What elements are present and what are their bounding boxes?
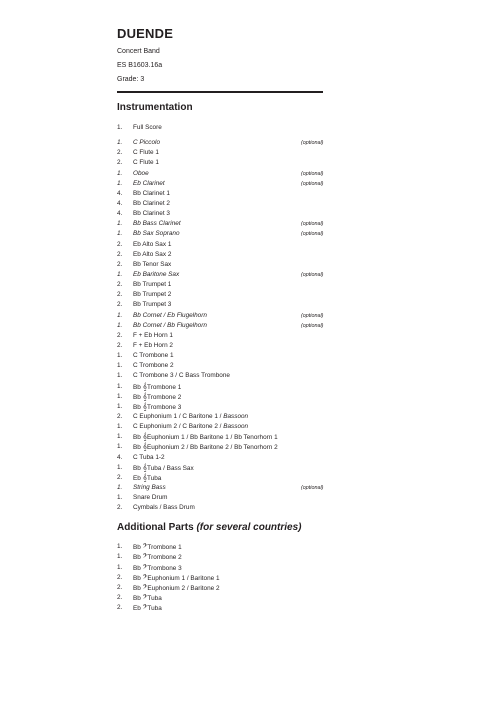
- part-label: C Trombone 1: [133, 352, 174, 360]
- part-label: Bb Clarinet 3: [133, 210, 170, 218]
- part-quantity: 1.: [117, 433, 123, 441]
- part-item: [117, 432, 347, 442]
- part-key: Eb: [133, 605, 143, 613]
- part-key: Bb: [133, 595, 143, 603]
- part-name: [133, 503, 195, 513]
- bass-clef-icon: 𝄢: [142, 552, 148, 562]
- part-label: C Flute 1: [133, 149, 159, 157]
- part-quantity: 2.: [117, 260, 123, 268]
- additional-parts-note: (for several countries): [196, 522, 302, 534]
- part-label: C Euphonium 2 / C Baritone 2 /: [133, 423, 224, 431]
- document-page: [117, 26, 347, 613]
- part-quantity: 2.: [117, 341, 123, 349]
- treble-clef-icon: 𝄞: [142, 432, 148, 442]
- optional-tag: (optional): [301, 221, 324, 228]
- part-label: C Trombone 2: [133, 362, 174, 370]
- part-label: Tuba / Bass Sax: [147, 464, 194, 472]
- part-name: [133, 311, 207, 321]
- part-item: [117, 422, 347, 432]
- part-quantity: 1.: [117, 230, 123, 238]
- part-label: Euphonium 2 / Baritone 2: [147, 584, 220, 592]
- part-label: C Piccolo: [133, 139, 160, 147]
- part-item: [117, 483, 347, 493]
- bass-clef-icon: 𝄢: [142, 542, 148, 552]
- part-quantity: 2.: [117, 504, 123, 512]
- part-item: [117, 321, 347, 331]
- part-quantity: 2.: [117, 583, 123, 591]
- part-item: [117, 351, 347, 361]
- part-item: [117, 442, 347, 452]
- bass-clef-icon: 𝄢: [142, 582, 148, 592]
- treble-clef-icon: 𝄞: [142, 401, 148, 411]
- part-label: C Trombone 3 / C Bass Trombone: [133, 372, 230, 380]
- part-item: [117, 473, 347, 483]
- part-quantity: 2.: [117, 301, 123, 309]
- part-name: [133, 260, 171, 270]
- part-name: [133, 300, 171, 310]
- part-item: [117, 280, 347, 290]
- part-name: [133, 189, 170, 199]
- part-quantity: 4.: [117, 210, 123, 218]
- part-item: [117, 331, 347, 341]
- optional-tag: (optional): [301, 180, 324, 187]
- part-label: String Bass: [133, 483, 166, 491]
- part-item: [117, 593, 347, 603]
- bass-clef-icon: 𝄢: [142, 562, 148, 572]
- optional-tag: (optional): [301, 322, 324, 329]
- part-name: [133, 422, 248, 432]
- part-item: [117, 453, 347, 463]
- bass-clef-icon: 𝄢: [142, 593, 148, 603]
- part-item: [117, 240, 347, 250]
- part-quantity: 1.: [117, 321, 123, 329]
- part-key: Bb: [133, 403, 143, 411]
- optional-tag: (optional): [301, 271, 324, 278]
- part-item: [117, 148, 347, 158]
- instrumentation-list: [117, 123, 347, 513]
- part-item: [117, 371, 347, 381]
- part-item: [117, 229, 347, 239]
- part-item: [117, 219, 347, 229]
- additional-parts-heading: [117, 522, 347, 534]
- part-key: Bb: [133, 544, 143, 552]
- part-name: [133, 179, 165, 189]
- part-quantity: 2.: [117, 473, 123, 481]
- piece-title: DUENDE: [117, 26, 174, 41]
- part-quantity: 1.: [117, 179, 123, 187]
- part-item: [117, 493, 347, 503]
- part-key: Bb: [133, 434, 143, 442]
- part-name: [133, 123, 162, 133]
- part-label: Trombone 1: [147, 383, 182, 391]
- part-label: Bb Cornet / Eb Flugelhorn: [133, 311, 207, 319]
- part-label: Full Score: [133, 124, 162, 131]
- part-name: [133, 158, 159, 168]
- bass-clef-icon: 𝄢: [142, 572, 148, 582]
- part-quantity: 2.: [117, 331, 123, 339]
- part-quantity: 4.: [117, 453, 123, 461]
- part-item: [117, 402, 347, 412]
- part-name: [133, 321, 207, 331]
- part-quantity: 2.: [117, 291, 123, 299]
- part-quantity: 1.: [117, 311, 123, 319]
- part-quantity: 1.: [117, 494, 123, 502]
- part-item: [117, 290, 347, 300]
- part-key: Bb: [133, 393, 143, 401]
- part-name: [133, 483, 166, 493]
- part-name: [133, 280, 171, 290]
- part-name: [133, 493, 167, 503]
- part-item: [117, 311, 347, 321]
- bass-clef-icon: 𝄢: [142, 603, 148, 613]
- part-name: [133, 138, 160, 148]
- part-key: Bb: [133, 383, 143, 391]
- part-item: [117, 563, 347, 573]
- part-item: [117, 341, 347, 351]
- part-quantity: 2.: [117, 594, 123, 602]
- optional-tag: (optional): [301, 231, 324, 238]
- part-item: [117, 158, 347, 168]
- part-quantity: 1.: [117, 553, 123, 561]
- part-label: Euphonium 1 / Baritone 1: [147, 574, 220, 582]
- part-label: C Tuba 1-2: [133, 453, 165, 461]
- part-quantity: 1.: [117, 443, 123, 451]
- optional-tag: (optional): [301, 170, 324, 177]
- part-quantity: 1.: [117, 372, 123, 380]
- part-label: Eb Clarinet: [133, 179, 165, 187]
- part-item: [117, 199, 347, 209]
- part-item: [117, 179, 347, 189]
- part-item: [117, 542, 347, 552]
- part-quantity: 2.: [117, 573, 123, 581]
- optional-tag: (optional): [301, 312, 324, 319]
- part-quantity: 1.: [117, 382, 123, 390]
- part-quantity: 2.: [117, 149, 123, 157]
- part-label: Tuba: [147, 595, 162, 603]
- part-label: Trombone 3: [147, 403, 182, 411]
- part-quantity: 1.: [117, 463, 123, 471]
- part-quantity: 1.: [117, 169, 123, 177]
- part-name: [133, 290, 171, 300]
- part-item: [117, 260, 347, 270]
- part-quantity: 1.: [117, 362, 123, 370]
- part-name: [133, 453, 165, 463]
- part-item: [117, 250, 347, 260]
- part-name: [133, 199, 170, 209]
- treble-clef-icon: 𝄞: [142, 381, 148, 391]
- optional-tag: (optional): [301, 484, 324, 491]
- part-label: Trombone 1: [147, 544, 182, 552]
- part-name: [133, 240, 171, 250]
- part-quantity: 1.: [117, 392, 123, 400]
- part-label: Euphonium 1 / Bb Baritone 1 / Bb Tenorhorn 1: [147, 434, 278, 442]
- part-item: [117, 412, 347, 422]
- grade-label: Grade: 3: [117, 76, 145, 83]
- part-quantity: 1.: [117, 352, 123, 360]
- treble-clef-icon: 𝄞: [142, 472, 148, 482]
- part-name: [133, 270, 179, 280]
- part-quantity: 2.: [117, 159, 123, 167]
- part-alt-label: Bassoon: [223, 412, 249, 420]
- part-name: [133, 371, 230, 381]
- part-item: [117, 603, 347, 613]
- part-name: [133, 209, 170, 219]
- part-item: [117, 503, 347, 513]
- part-label: Bb Cornet / Bb Flugelhorn: [133, 321, 207, 329]
- part-label: Snare Drum: [133, 494, 168, 502]
- part-item: [117, 189, 347, 199]
- part-quantity: 2.: [117, 412, 123, 420]
- part-name: [133, 412, 248, 422]
- part-name: [133, 341, 173, 351]
- treble-clef-icon: 𝄞: [142, 391, 148, 401]
- part-alt-label: Bassoon: [223, 423, 249, 431]
- part-item: [117, 123, 347, 133]
- part-label: Bb Trumpet 2: [133, 291, 172, 299]
- part-label: Trombone 3: [147, 564, 182, 572]
- part-quantity: 2.: [117, 240, 123, 248]
- part-quantity: 1.: [117, 220, 123, 228]
- treble-clef-icon: 𝄞: [142, 462, 148, 472]
- part-quantity: 2.: [117, 604, 123, 612]
- part-label: Eb Baritone Sax: [133, 270, 180, 278]
- part-item: [117, 552, 347, 562]
- part-item: [117, 382, 347, 392]
- part-label: Eb Alto Sax 1: [133, 240, 172, 248]
- part-name: [133, 169, 149, 179]
- optional-tag: (optional): [301, 140, 324, 147]
- part-quantity: 1.: [117, 402, 123, 410]
- part-quantity: 4.: [117, 199, 123, 207]
- part-name: [133, 148, 159, 158]
- part-key: Bb: [133, 464, 143, 472]
- part-item: [117, 270, 347, 280]
- part-item: [117, 169, 347, 179]
- part-quantity: 2.: [117, 281, 123, 289]
- part-label: Bb Clarinet 2: [133, 199, 170, 207]
- part-label: Eb Alto Sax 2: [133, 250, 172, 258]
- part-item: [117, 392, 347, 402]
- treble-clef-icon: 𝄞: [142, 442, 148, 452]
- part-item: [117, 361, 347, 371]
- part-item: [117, 300, 347, 310]
- part-item: [117, 138, 347, 148]
- part-label: Tuba: [147, 474, 162, 482]
- part-key: Bb: [133, 584, 143, 592]
- additional-parts-title: Additional Parts: [117, 522, 197, 534]
- part-key: Bb: [133, 574, 143, 582]
- part-name: [133, 219, 181, 229]
- part-quantity: 2.: [117, 250, 123, 258]
- part-label: Bb Clarinet 1: [133, 189, 170, 197]
- part-item: [117, 573, 347, 583]
- part-name: [133, 229, 180, 239]
- part-label: Euphonium 2 / Bb Baritone 2 / Bb Tenorhorn 2: [147, 444, 278, 452]
- part-label: Bb Tenor Sax: [133, 260, 172, 268]
- part-label: F + Eb Horn 2: [133, 341, 173, 349]
- part-key: Eb: [133, 474, 143, 482]
- part-name: [133, 361, 174, 371]
- part-quantity: 1.: [117, 139, 123, 147]
- part-label: Bb Sax Soprano: [133, 230, 180, 238]
- divider-rule: [117, 91, 323, 93]
- part-quantity: 1.: [117, 543, 123, 551]
- part-name: [133, 331, 173, 341]
- part-key: Bb: [133, 554, 143, 562]
- part-label: Trombone 2: [147, 393, 182, 401]
- part-key: Bb: [133, 564, 143, 572]
- part-item: [117, 583, 347, 593]
- part-label: Tuba: [147, 605, 162, 613]
- part-label: Trombone 2: [147, 554, 182, 562]
- part-label: Bb Bass Clarinet: [133, 220, 181, 228]
- part-quantity: 1.: [117, 563, 123, 571]
- part-quantity: 1.: [117, 124, 123, 131]
- part-key: Bb: [133, 444, 143, 452]
- part-label: C Euphonium 1 / C Baritone 1 /: [133, 412, 224, 420]
- part-label: C Flute 1: [133, 159, 159, 167]
- part-label: F + Eb Horn 1: [133, 331, 173, 339]
- instrumentation-heading: Instrumentation: [117, 102, 193, 113]
- part-quantity: 4.: [117, 189, 123, 197]
- additional-parts-list: [117, 542, 347, 613]
- part-item: [117, 463, 347, 473]
- part-name: [133, 250, 171, 260]
- part-item: [117, 209, 347, 219]
- part-label: Bb Trumpet 3: [133, 301, 172, 309]
- ensemble-type: Concert Band: [117, 48, 160, 55]
- part-label: Bb Trumpet 1: [133, 281, 172, 289]
- catalog-code: ES B1603.16a: [117, 62, 163, 69]
- part-label: Oboe: [133, 169, 149, 177]
- part-label: Cymbals / Bass Drum: [133, 504, 195, 512]
- part-name: [133, 351, 174, 361]
- part-name: [133, 603, 162, 614]
- part-quantity: 1.: [117, 270, 123, 278]
- part-quantity: 1.: [117, 423, 123, 431]
- part-quantity: 1.: [117, 483, 123, 491]
